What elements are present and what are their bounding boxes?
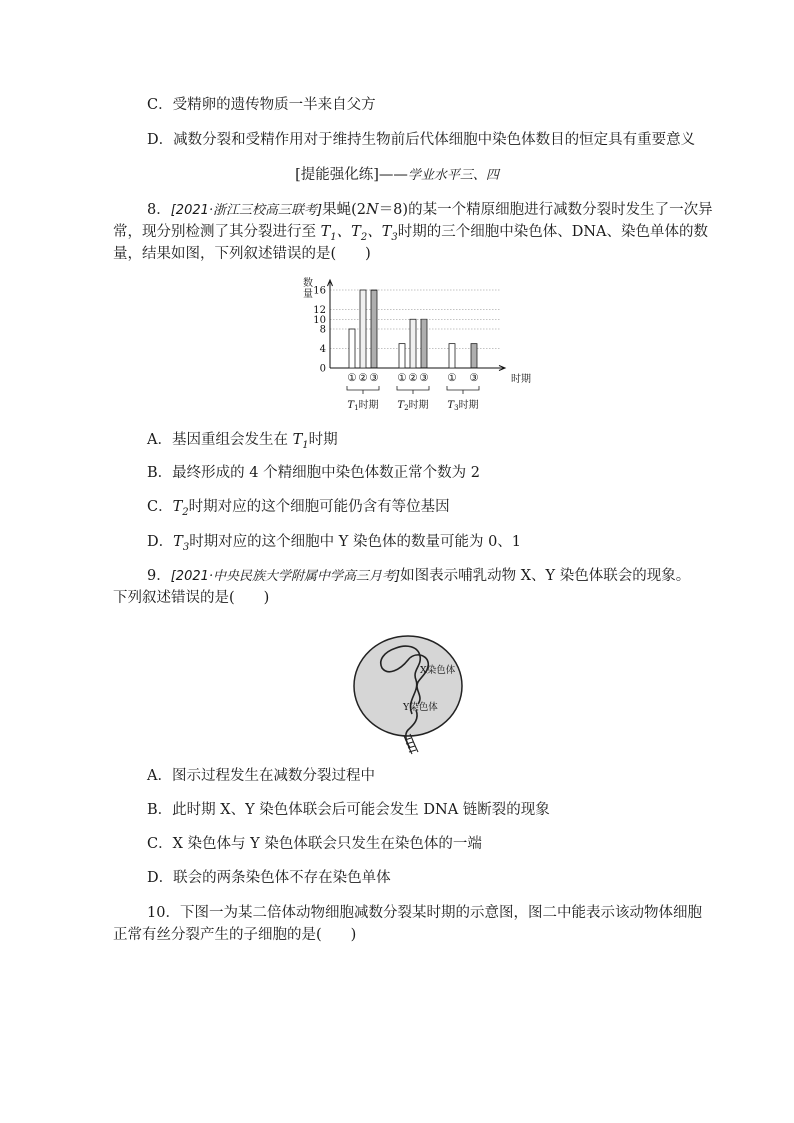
- q8-line2-a: 常，现分别检测了其分裂进行至: [113, 224, 316, 240]
- q9-option-b: B．此时期 X、Y 染色体联会后可能会发生 DNA 链断裂的现象: [147, 802, 550, 818]
- q8-stem-line3: 量，结果如图，下列叙述错误的是( ): [113, 246, 371, 262]
- q8-optA-period: $T_1$: [287, 432, 309, 451]
- q8-text: 果蝇(2: [322, 202, 366, 218]
- bar-label-3-2: ③: [469, 372, 479, 384]
- group-bracket-3: [447, 386, 479, 390]
- x-axis-label: 时期: [511, 374, 531, 385]
- group-label-2: $T_2$时期: [397, 400, 429, 412]
- bar-3-1: [449, 344, 455, 368]
- y-axis-label-char: 数: [303, 278, 313, 289]
- y-chromosome-label: Y染色体: [403, 702, 438, 713]
- q8-optD-period: $T_3$: [173, 534, 190, 553]
- bar-label-2-1: ①: [397, 372, 407, 384]
- q9-stem-line2: 下列叙述错误的是( ): [113, 590, 270, 606]
- bar-label-2-2: ②: [408, 372, 418, 384]
- bar-label-1-1: ①: [347, 372, 357, 384]
- q10-stem-line2: 正常有丝分裂产生的子细胞的是( ): [113, 927, 357, 943]
- q8-stem-line1: [147, 200, 713, 221]
- y-tick-0: 0: [319, 363, 326, 375]
- q8-optD-a: D．: [147, 534, 174, 550]
- section-header: [0, 165, 794, 186]
- q8-optD-b: 时期对应的这个细胞中 Y 染色体的数量可能为 0、1: [189, 534, 522, 550]
- q9-text: 如图表示哺乳动物 X、Y 染色体联会的现象。: [400, 568, 691, 584]
- y-tick-12: 12: [313, 305, 326, 316]
- bar-label-1-3: ③: [369, 372, 379, 384]
- q8-optC-a: C．: [147, 499, 173, 515]
- q8-bar-chart: [296, 276, 531, 416]
- bar-label-3-1: ①: [447, 372, 457, 384]
- bar-2-3: [421, 319, 427, 368]
- q7-option-c: C．受精卵的遗传物质一半来自父方: [147, 97, 376, 113]
- y-axis-label-char: 量: [303, 289, 313, 300]
- y-tick-10: 10: [313, 314, 326, 326]
- bar-3-2: [471, 344, 477, 368]
- q8-text-b: ＝8)的某一个精原细胞进行减数分裂时发生了一次异: [378, 202, 713, 218]
- bar-2-2: [410, 319, 416, 368]
- q8-option-b: B．最终形成的 4 个精细胞中染色体数正常个数为 2: [147, 465, 480, 481]
- q8-optA-b: 时期: [308, 432, 338, 448]
- q7-option-d: D．减数分裂和受精作用对于维持生物前后代体细胞中染色体数目的恒定具有重要意义: [147, 132, 696, 148]
- q9-option-d: D．联会的两条染色体不存在染色单体: [147, 870, 391, 886]
- group-label-3: $T_3$时期: [447, 400, 479, 412]
- q8-text-n: N: [366, 202, 379, 218]
- q9-option-a: A．图示过程发生在减数分裂过程中: [147, 768, 375, 784]
- bar-1-1: [349, 329, 355, 368]
- q8-line2-b: 时期的三个细胞中染色体、DNA、染色单体的数: [397, 224, 709, 240]
- q8-optC-period: $T_2$: [172, 499, 189, 518]
- q9-xy-pairing-diagram: [350, 630, 470, 755]
- bar-label-2-3: ③: [419, 372, 429, 384]
- section-dash: ——: [378, 167, 408, 183]
- q8-option-d: [147, 532, 521, 558]
- q9-stem-line1: [147, 566, 690, 587]
- q9-source: [2021·中央民族大学附属中学高三月考]: [170, 569, 401, 584]
- bar-1-2: [360, 290, 366, 368]
- q8-option-c: [147, 497, 450, 523]
- q8-periods: $T_1$、$T_2$、$T_3$: [320, 224, 398, 243]
- group-bracket-2: [397, 386, 429, 390]
- group-bracket-1: [347, 386, 379, 390]
- x-chromosome-label: X染色体: [420, 665, 456, 676]
- y-tick-8: 8: [319, 324, 326, 336]
- y-tick-4: 4: [319, 344, 326, 355]
- q8-source: [2021·浙江三校高三联考]: [170, 203, 323, 218]
- q9-option-c: C．X 染色体与 Y 染色体联会只发生在染色体的一端: [147, 836, 482, 852]
- section-level: 学业水平三、四: [407, 168, 499, 183]
- bar-label-1-2: ②: [358, 372, 368, 384]
- q10-stem-line1: 10．下图一为某二倍体动物细胞减数分裂某时期的示意图，图二中能表示该动物体细胞: [147, 905, 702, 921]
- y-tick-16: 16: [313, 285, 326, 297]
- cell-membrane: [354, 636, 462, 736]
- group-label-1: $T_1$时期: [347, 400, 379, 412]
- section-label: [提能强化练]: [295, 167, 379, 183]
- q9-number: 9．: [147, 568, 171, 584]
- q8-optA-a: A．基因重组会发生在: [147, 432, 288, 448]
- bar-2-1: [399, 344, 405, 368]
- q8-option-a: [147, 430, 338, 456]
- bar-1-3: [371, 290, 377, 368]
- q8-number: 8．: [147, 202, 171, 218]
- q8-optC-b: 时期对应的这个细胞可能仍含有等位基因: [188, 499, 450, 515]
